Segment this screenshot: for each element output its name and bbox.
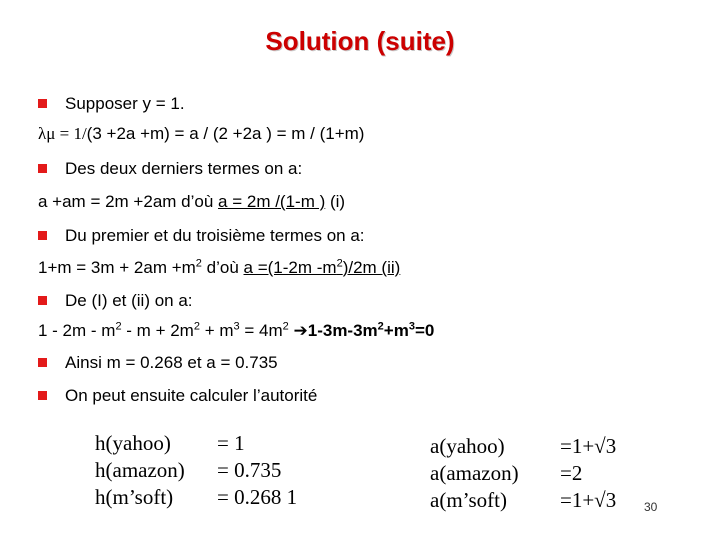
equation-label: (ii) (381, 258, 401, 277)
authority-value: =1+√3 (560, 434, 617, 458)
equation-line-2 (38, 192, 345, 212)
page-number: 30 (644, 500, 658, 514)
authority-row (430, 487, 640, 514)
authority-name: a(m’soft) (430, 488, 507, 512)
equation-line-1 (38, 124, 364, 144)
hub-name: h(amazon) (95, 458, 185, 482)
bullet-square-icon (38, 99, 47, 108)
bullet-square-icon (38, 296, 47, 305)
hub-name: h(m’soft) (95, 485, 174, 509)
authority-name: a(amazon) (430, 461, 519, 485)
bullet-text: Ainsi m = 0.268 et a = 0.735 (65, 353, 278, 372)
equation-text: a +am = 2m +2am d’où (38, 192, 219, 211)
hub-value: = 0.268 1 (217, 485, 298, 509)
underlined-result: a =(1-2m $-m^2)/2m$ (243, 257, 382, 277)
bullet-text: De (I) et (ii) on a: (65, 291, 193, 310)
hub-name: h(yahoo) (95, 431, 171, 455)
bullet-text: On peut ensuite calculer l’autorité (65, 386, 318, 405)
cubic-equation: $1-3m-3m^2+m^3=0$ (307, 320, 435, 340)
hub-value: = 1 (217, 431, 245, 455)
authority-value: =1+√3 (560, 488, 617, 512)
hub-value: = 0.735 (217, 458, 282, 482)
equation-line-3 (38, 258, 400, 278)
authority-scores-table (430, 433, 640, 514)
bullet-square-icon (38, 164, 47, 173)
authority-name: a(yahoo) (430, 434, 505, 458)
hub-row (95, 484, 335, 511)
slide-title: Solution (suite) (265, 26, 455, 56)
authority-value: =2 (560, 461, 583, 485)
bullet-text: Du premier et du troisième termes on a: (65, 226, 365, 245)
bullet-text: Supposer y = 1. (65, 94, 185, 113)
greek-lambda-mu: λμ = 1/ (38, 124, 87, 143)
authority-row (430, 433, 640, 460)
bullet-square-icon (38, 391, 47, 400)
equation-line-4: $1 - 2m - m^2 - m + 2m^2 + m^3 = 4m^2$ $➔1-3m-3m^2+m^3=0$ (38, 320, 435, 340)
equation-text: (3 +2a +m) = a / (2 +2a ) = m / (1+m) (86, 124, 365, 143)
hub-row (95, 430, 335, 457)
bullet-text: Des deux derniers termes on a: (65, 159, 303, 178)
underlined-result: a = 2m /(1-m ) (218, 192, 326, 211)
hub-row (95, 457, 335, 484)
equation-text: 1+m = 3m + 2am +m (38, 258, 196, 277)
equation-label: (i) (325, 192, 346, 211)
hub-scores-table (95, 430, 335, 511)
bullet-square-icon (38, 231, 47, 240)
right-arrow-icon: ➔ (293, 321, 308, 340)
equation-text: d’où (201, 258, 244, 277)
authority-row (430, 460, 640, 487)
bullet-square-icon (38, 358, 47, 367)
superscript: 2 (195, 257, 202, 270)
